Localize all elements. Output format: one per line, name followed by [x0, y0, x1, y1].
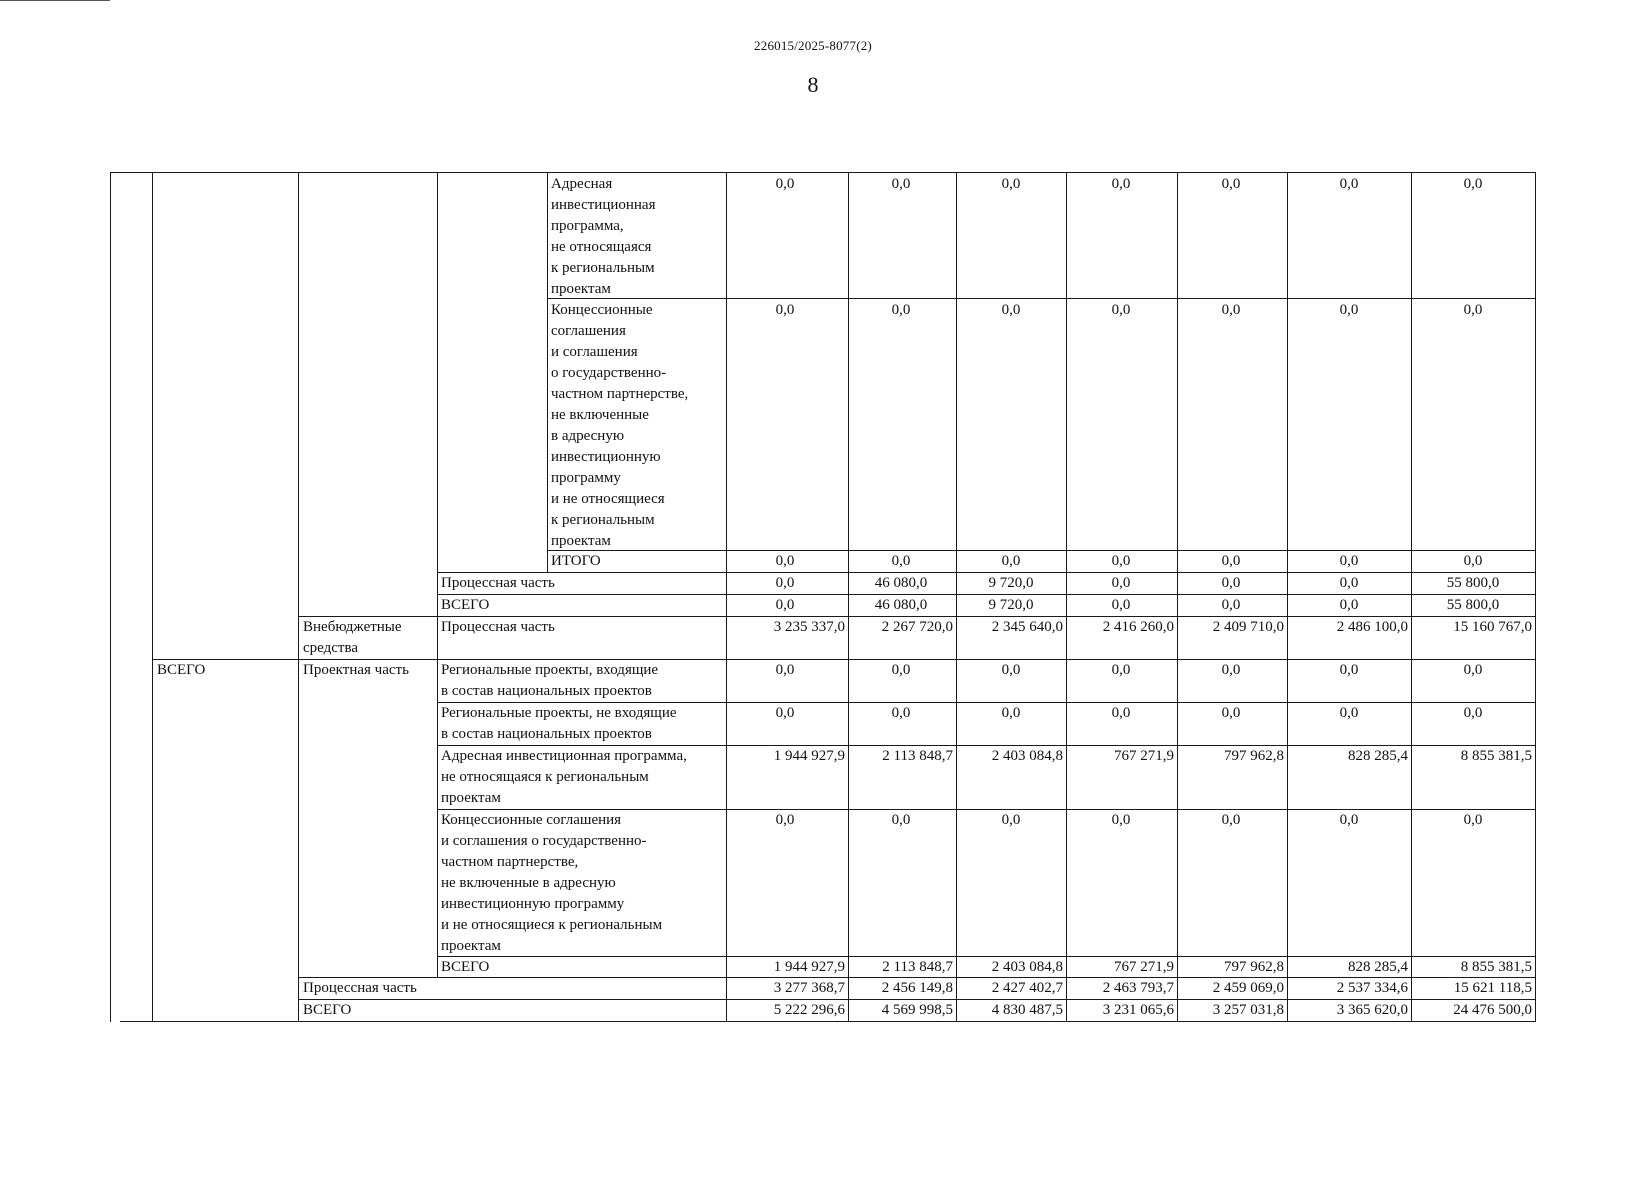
label-line: не включенные в адресную	[441, 875, 616, 891]
table-cell: 828 285,4	[1348, 959, 1408, 975]
row-label-process: Процессная часть	[441, 619, 555, 635]
table-cell: 1 944 927,9	[773, 748, 845, 764]
table-cell: 767 271,9	[1114, 748, 1174, 764]
row-label-reg-in-national	[441, 660, 658, 702]
label-line: соглашения	[551, 323, 626, 339]
row-label-grand-total: ВСЕГО	[303, 1002, 352, 1018]
table-cell: 2 486 100,0	[1336, 619, 1408, 635]
table-cell: 3 231 065,6	[1102, 1002, 1174, 1018]
table-cell: 0,0	[1221, 705, 1241, 721]
label-line: и не относящиеся к региональным	[441, 917, 663, 933]
row-label-reg-not-in-national	[441, 703, 677, 745]
label-line: о государственно-	[551, 365, 667, 381]
table-cell: 0,0	[1221, 302, 1241, 318]
label-line: проектам	[551, 533, 611, 549]
table-cell: 2 403 084,8	[991, 959, 1063, 975]
label-line: Концессионные	[551, 302, 653, 318]
table-cell: 8 855 381,5	[1460, 748, 1532, 764]
table-cell: 2 427 402,7	[991, 980, 1063, 996]
label-line: не относящаяся	[551, 239, 652, 255]
table-cell: 2 456 149,8	[881, 980, 953, 996]
label-line: в состав национальных проектов	[441, 683, 652, 699]
label-line: Адресная	[551, 176, 613, 192]
table-cell: 15 160 767,0	[1453, 619, 1532, 635]
table-cell: 2 416 260,0	[1102, 619, 1174, 635]
label-line: проектам	[441, 790, 501, 806]
table-cell: 797 962,8	[1224, 959, 1284, 975]
table-cell: 0,0	[1221, 597, 1241, 613]
table-cell: 3 365 620,0	[1336, 1002, 1408, 1018]
table-cell: 3 235 337,0	[773, 619, 845, 635]
label-line: Региональные проекты, не входящие	[441, 705, 677, 721]
label-line: инвестиционная	[551, 197, 656, 213]
table-cell: 0,0	[1111, 662, 1131, 678]
table-cell: 0,0	[891, 662, 911, 678]
table-cell: 0,0	[1339, 553, 1359, 569]
table-cell: 0,0	[1221, 662, 1241, 678]
table-cell: 2 345 640,0	[991, 619, 1063, 635]
table-cell: 2 463 793,7	[1102, 980, 1174, 996]
label-line: и соглашения	[551, 344, 638, 360]
table-cell: 0,0	[891, 553, 911, 569]
table-cell: 9 720,0	[988, 597, 1034, 613]
table-cell: 767 271,9	[1114, 959, 1174, 975]
row-label-aip	[551, 174, 656, 300]
table-cell: 0,0	[891, 705, 911, 721]
row-label-process: Процессная часть	[441, 575, 555, 591]
label-line: инвестиционную программу	[441, 896, 625, 912]
table-cell: 55 800,0	[1446, 597, 1500, 613]
label-line: и соглашения о государственно-	[441, 833, 647, 849]
table-cell: 2 113 848,7	[882, 959, 953, 975]
table-cell: 0,0	[1001, 662, 1021, 678]
table-cell: 0,0	[1111, 176, 1131, 192]
table-cell: 15 621 118,5	[1453, 980, 1532, 996]
label-line: Концессионные соглашения	[441, 812, 622, 828]
label-line: не включенные	[551, 407, 649, 423]
table-cell: 0,0	[775, 302, 795, 318]
table-cell: 55 800,0	[1446, 575, 1500, 591]
table-cell: 4 830 487,5	[991, 1002, 1063, 1018]
table-cell: 0,0	[1339, 575, 1359, 591]
table-cell: 0,0	[1221, 553, 1241, 569]
table-cell: 0,0	[775, 662, 795, 678]
table-cell: 0,0	[891, 812, 911, 828]
row-label-itogo: ИТОГО	[551, 553, 601, 569]
section-title-total: ВСЕГО	[157, 662, 206, 678]
row-label-concession	[551, 300, 688, 552]
table-cell: 0,0	[775, 553, 795, 569]
table-cell: 0,0	[1339, 176, 1359, 192]
table-cell: 0,0	[891, 176, 911, 192]
label-line: не относящаяся к региональным	[441, 769, 649, 785]
label-line: средства	[303, 640, 359, 656]
table-cell: 0,0	[1339, 662, 1359, 678]
table-cell: 0,0	[1111, 597, 1131, 613]
table-cell: 0,0	[1001, 705, 1021, 721]
label-line: проектам	[441, 938, 501, 954]
table-cell: 797 962,8	[1224, 748, 1284, 764]
table-cell: 0,0	[775, 705, 795, 721]
document-registration-code: 226015/2025-8077(2)	[754, 38, 872, 53]
table-cell: 4 569 998,5	[881, 1002, 953, 1018]
table-cell: 0,0	[1339, 597, 1359, 613]
table-cell: 46 080,0	[874, 575, 928, 591]
table-cell: 46 080,0	[874, 597, 928, 613]
table-cell: 0,0	[1339, 812, 1359, 828]
label-line: инвестиционную	[551, 449, 661, 465]
label-line: в адресную	[551, 428, 625, 444]
page-number: 8	[807, 72, 819, 97]
table-cell: 0,0	[1221, 176, 1241, 192]
table-cell: 2 113 848,7	[882, 748, 953, 764]
table-cell: 0,0	[775, 812, 795, 828]
table-cell: 0,0	[775, 176, 795, 192]
table-cell: 0,0	[1463, 302, 1483, 318]
table-cell: 8 855 381,5	[1460, 959, 1532, 975]
table-cell: 0,0	[1001, 302, 1021, 318]
label-line: проектам	[551, 281, 611, 297]
table-cell: 0,0	[1463, 553, 1483, 569]
table-cell: 0,0	[1111, 302, 1131, 318]
table-cell: 0,0	[1001, 812, 1021, 828]
table-cell: 2 403 084,8	[991, 748, 1063, 764]
table-cell: 0,0	[1463, 705, 1483, 721]
table-cell: 0,0	[1111, 812, 1131, 828]
table-cell: 0,0	[775, 597, 795, 613]
funding-source-extra-budget	[303, 617, 402, 659]
label-line: и не относящиеся	[551, 491, 665, 507]
label-line: программа,	[551, 218, 624, 234]
label-line: Адресная инвестиционная программа,	[441, 748, 687, 764]
row-label-vsego-project: ВСЕГО	[441, 959, 490, 975]
table-cell: 2 537 334,6	[1336, 980, 1408, 996]
table-cell: 9 720,0	[988, 575, 1034, 591]
label-line: к региональным	[551, 260, 655, 276]
table-cell: 24 476 500,0	[1453, 1002, 1532, 1018]
table-cell: 0,0	[1221, 812, 1241, 828]
table-cell: 828 285,4	[1348, 748, 1408, 764]
label-line: Внебюджетные	[303, 619, 402, 635]
label-line: частном партнерстве,	[551, 386, 689, 402]
section-project-part: Проектная часть	[303, 662, 409, 678]
table-cell: 0,0	[1111, 575, 1131, 591]
row-label-process-total: Процессная часть	[303, 980, 417, 996]
table-cell: 1 944 927,9	[773, 959, 845, 975]
table-cell: 0,0	[1463, 176, 1483, 192]
table-cell: 0,0	[1111, 553, 1131, 569]
table-cell: 0,0	[1339, 705, 1359, 721]
table-cell: 2 409 710,0	[1212, 619, 1284, 635]
table-cell: 0,0	[775, 575, 795, 591]
row-label-aip-total	[441, 746, 687, 809]
table-cell: 5 222 296,6	[773, 1002, 845, 1018]
label-line: в состав национальных проектов	[441, 726, 652, 742]
table-cell: 2 267 720,0	[881, 619, 953, 635]
table-cell: 0,0	[891, 302, 911, 318]
table-cell: 0,0	[1339, 302, 1359, 318]
table-cell: 0,0	[1001, 553, 1021, 569]
table-cell: 3 277 368,7	[773, 980, 845, 996]
label-line: Региональные проекты, входящие	[441, 662, 659, 678]
table-cell: 2 459 069,0	[1212, 980, 1284, 996]
table-cell: 0,0	[1463, 812, 1483, 828]
label-line: программу	[551, 470, 621, 486]
table-cell: 0,0	[1221, 575, 1241, 591]
row-label-vsego: ВСЕГО	[441, 597, 490, 613]
table-cell: 0,0	[1001, 176, 1021, 192]
table-cell: 3 257 031,8	[1212, 1002, 1284, 1018]
label-line: частном партнерстве,	[441, 854, 579, 870]
row-label-concession-total	[441, 810, 662, 957]
label-line: к региональным	[551, 512, 655, 528]
table-cell: 0,0	[1111, 705, 1131, 721]
table-cell: 0,0	[1463, 662, 1483, 678]
